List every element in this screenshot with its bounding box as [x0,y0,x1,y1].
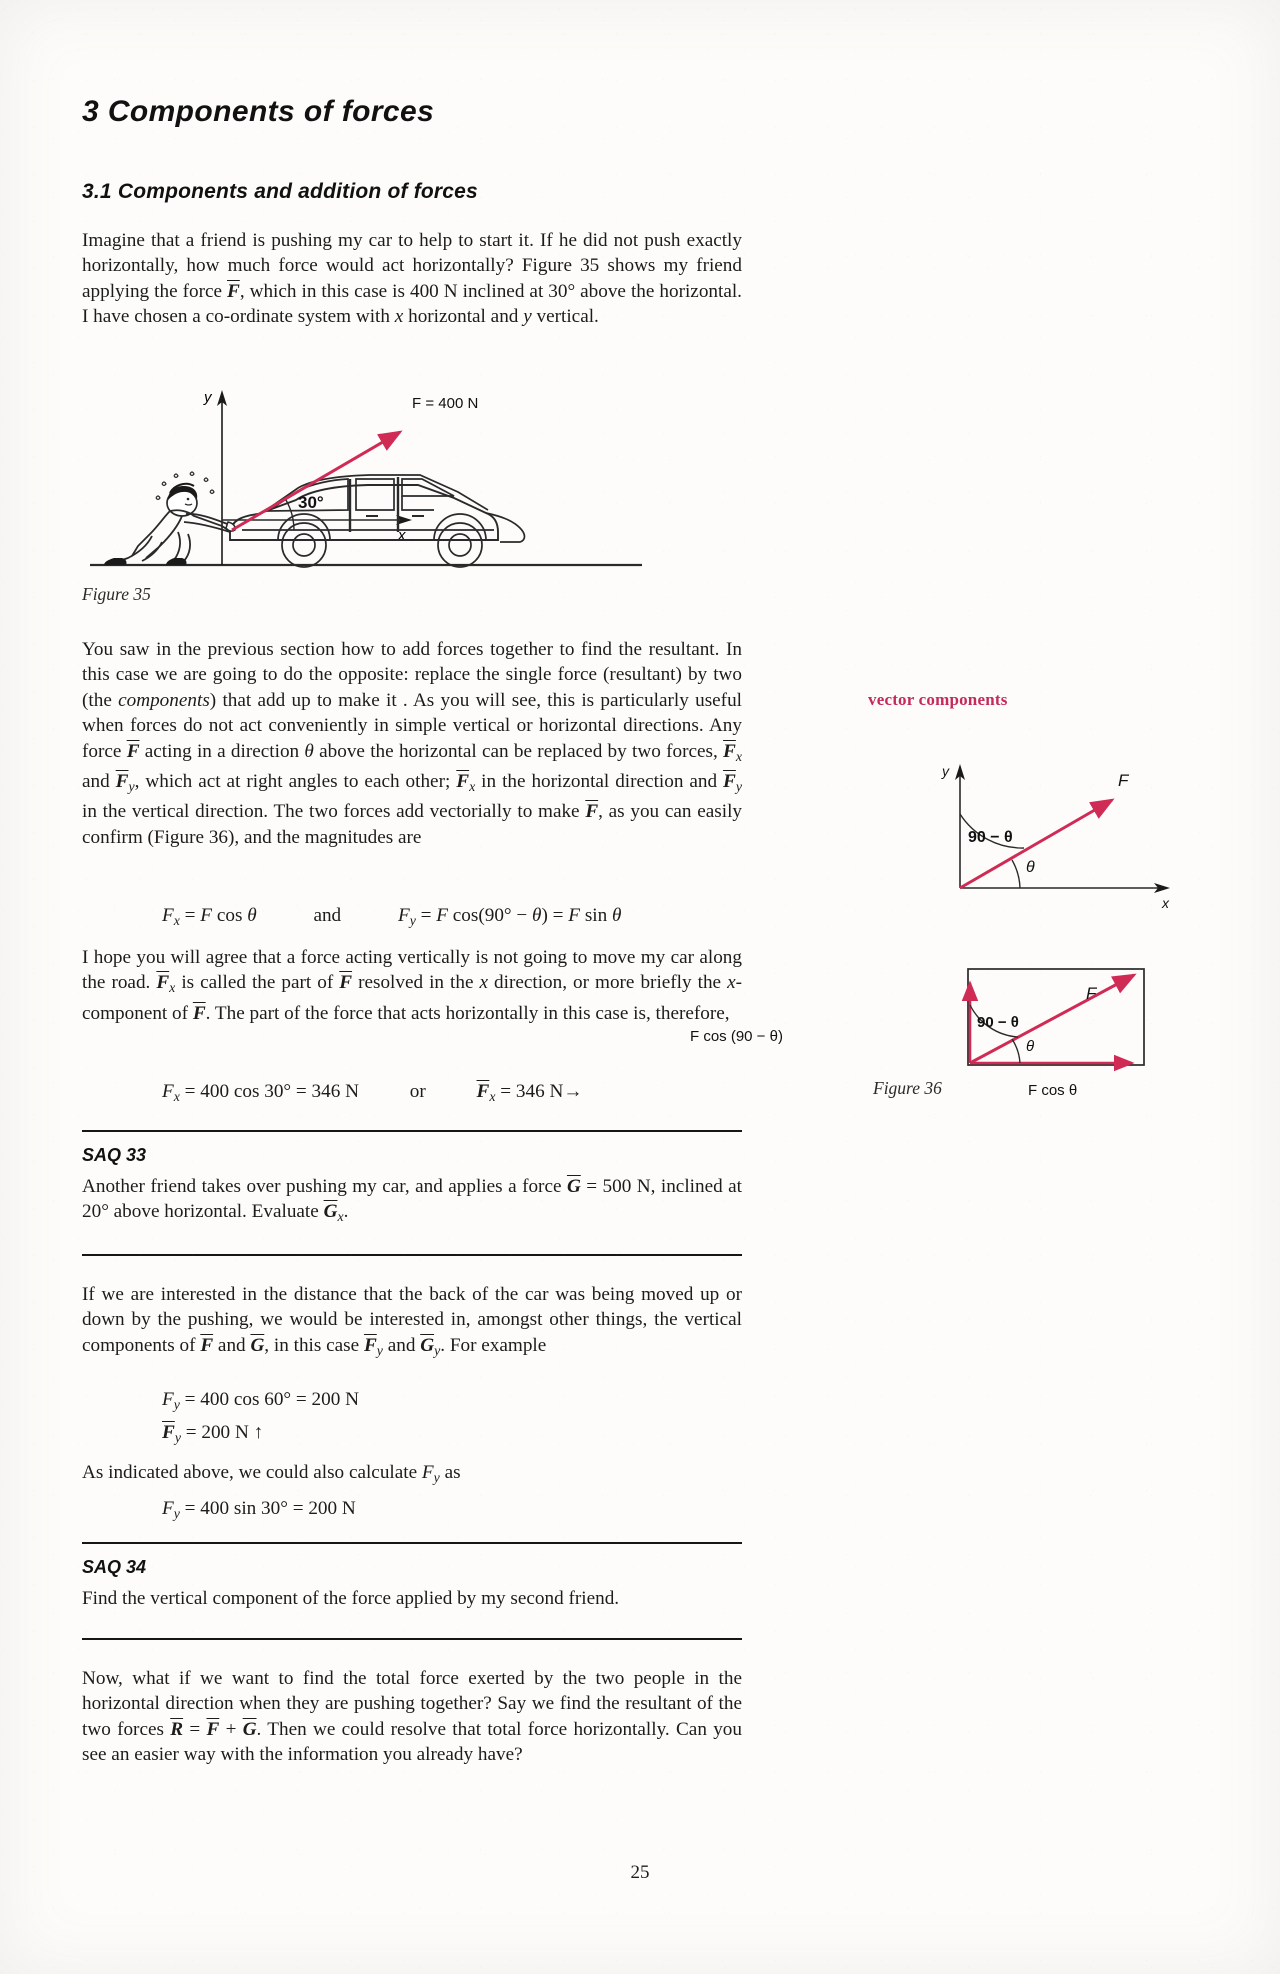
equation-fx-fy-block [82,902,742,935]
figure-35-drawing [82,380,702,580]
saq-33-rule-bottom-block [82,1254,742,1256]
paragraph-closing: Now, what if we want to find the total force exerted by the two people in the horizontal direction when they are pushing together? Say we find the resultant of the two forces $\overline{R} = \overline{F} + \overline{G}$. Then we could resolve that total force horizontally. Can you see an easier way with the information you already have? [82,1668,742,1766]
figure-36-bottom-force-label: F [1086,984,1097,1003]
equation-fy-sin-block [82,1495,742,1528]
figure-35-force-label: F = 400 N [412,395,479,412]
paragraph-after-eq1: I hope you will agree that a force acting vertically is not going to move my car along the road. $\overline{F}_x$ is called the part of $\overline{F}$ resolved in the x direction, or more briefly the x-component of $\overline{F}$. The part of the force that acts horizontally in this case is, therefore, [82,947,742,1024]
figure-36-top-force-label: F [1118,771,1129,790]
saq-34-block [82,1542,742,1611]
figure-36-top [860,738,1190,918]
figure-35 [82,380,702,605]
car-illustration [230,475,525,567]
saq-33-rule-bottom [82,1254,742,1256]
paragraph-after-saq33: If we are interested in the distance that the back of the car was being moved up or down by the pushing, we would be interested in, amongst other things, the vertical components of $\overline{F}$ and $\overline{G}$, in this case $\overline{F}_y$ and $\overline{G}_y$. For example [82,1284,742,1358]
equation-fy-vector: $\overline{F}_y = 200$ N ↑ [162,1421,264,1445]
figure-36-bottom-inner-arc [1012,1039,1020,1063]
figure-36-bottom-outer-angle-label: 90 − θ [977,1014,1019,1031]
equation-fy-block [82,1386,742,1452]
chapter-title: 3 Components of forces [82,95,435,128]
paragraph-after-eq3: As indicated above, we could also calculate $F_y$ as [82,1462,461,1485]
paragraph-after-saq33-block [82,1282,742,1363]
equation-fx-numeric: $F_x = 400$ cos 30° = 346 N or $\overline{F}_x = 346$ N→ [162,1081,583,1104]
saq-34-rule-top [82,1542,742,1544]
paragraph-intro: Imagine that a friend is pushing my car to help to start it. If he did not push exactly horizontally, how much force would act horizontally? Figure 35 shows my friend applying the force $\overline{F}$, which in this case is 400 N inclined at 30° above the horizontal. I have chosen a co-ordinate system with x horizontal and y vertical. [82,230,742,328]
saq-34-rule-bottom-block [82,1638,742,1640]
saq-33-heading: SAQ 33 [82,1145,147,1165]
figure-35-y-label: y [204,389,212,406]
page-number: 25 [630,1862,650,1883]
paragraph-after-fig35: You saw in the previous section how to add forces together to find the resultant. In this case we are going to do the opposite: replace the single force (resultant) by two (the components) that add up to make it . As you will see, this is particularly useful when forces do not act conveniently in simple vertical or horizontal directions. Any force $\overline{F}$ acting in a direction θ above the horizontal can be replaced by two forces, $\overline{F}_x$ and $\overline{F}_y$, which act at right angles to each other; $\overline{F}_x$ in the horizontal direction and $\overline{F}_y$ in the vertical direction. The two forces add vectorially to make $\overline{F}$, as you can easily confirm (Figure 36), and the magnitudes are [82,639,742,848]
saq-33-block [82,1130,742,1230]
equation-fx-numeric-block [82,1078,742,1111]
saq-33-text: Another friend takes over pushing my car, and applies a force $\overline{G} = 500$ N, inclined at 20° above horizontal. Evaluate $\overline{G}_x$. [82,1176,742,1225]
figure-35-x-label: x [398,527,406,544]
saq-34-heading: SAQ 34 [82,1557,147,1577]
margin-note-vector-components: vector components [868,690,1008,709]
figure-36-top-inner-arc [1012,860,1020,888]
paragraph-intro-block [82,228,742,330]
figure-36-top-drawing [860,738,1190,918]
person-illustration [104,472,235,565]
figure-35-angle-label: 30° [298,493,324,512]
paragraph-closing-block [82,1666,742,1768]
figure-36-top-x-label: x [1162,895,1169,911]
saq-34-rule-bottom [82,1638,742,1640]
saq-33-rule-top [82,1130,742,1132]
paragraph-after-fig35-block [82,637,742,850]
equation-fy-cos: $F_y = 400$ cos 60° = 200 N [162,1389,359,1412]
saq-34-text: Find the vertical component of the force applied by my second friend. [82,1588,620,1609]
paragraph-after-eq3-block [82,1460,742,1490]
figure-35-caption: Figure 35 [82,584,151,604]
equation-fx-fy: $F_x = F$ cos θ and $F_y = F$ cos(90° − θ) = F sin θ [162,905,622,928]
figure-36-top-inner-angle-label: θ [1026,859,1035,876]
paragraph-after-eq1-block [82,945,742,1026]
figure-36-top-y-label: y [942,763,949,779]
figure-36-caption: Figure 36 [873,1078,942,1098]
section-title: 3.1 Components and addition of forces [82,180,478,203]
figure-36-horizontal-component-label: F cos θ [1028,1082,1078,1099]
figure-36-bottom-inner-angle-label: θ [1026,1038,1035,1055]
figure-36-top-outer-angle-label: 90 − θ [968,829,1013,846]
equation-fy-sin: $F_y = 400$ sin 30° = 200 N [162,1498,356,1521]
figure-36-vertical-component-label: F cos (90 − θ) [690,1028,783,1045]
